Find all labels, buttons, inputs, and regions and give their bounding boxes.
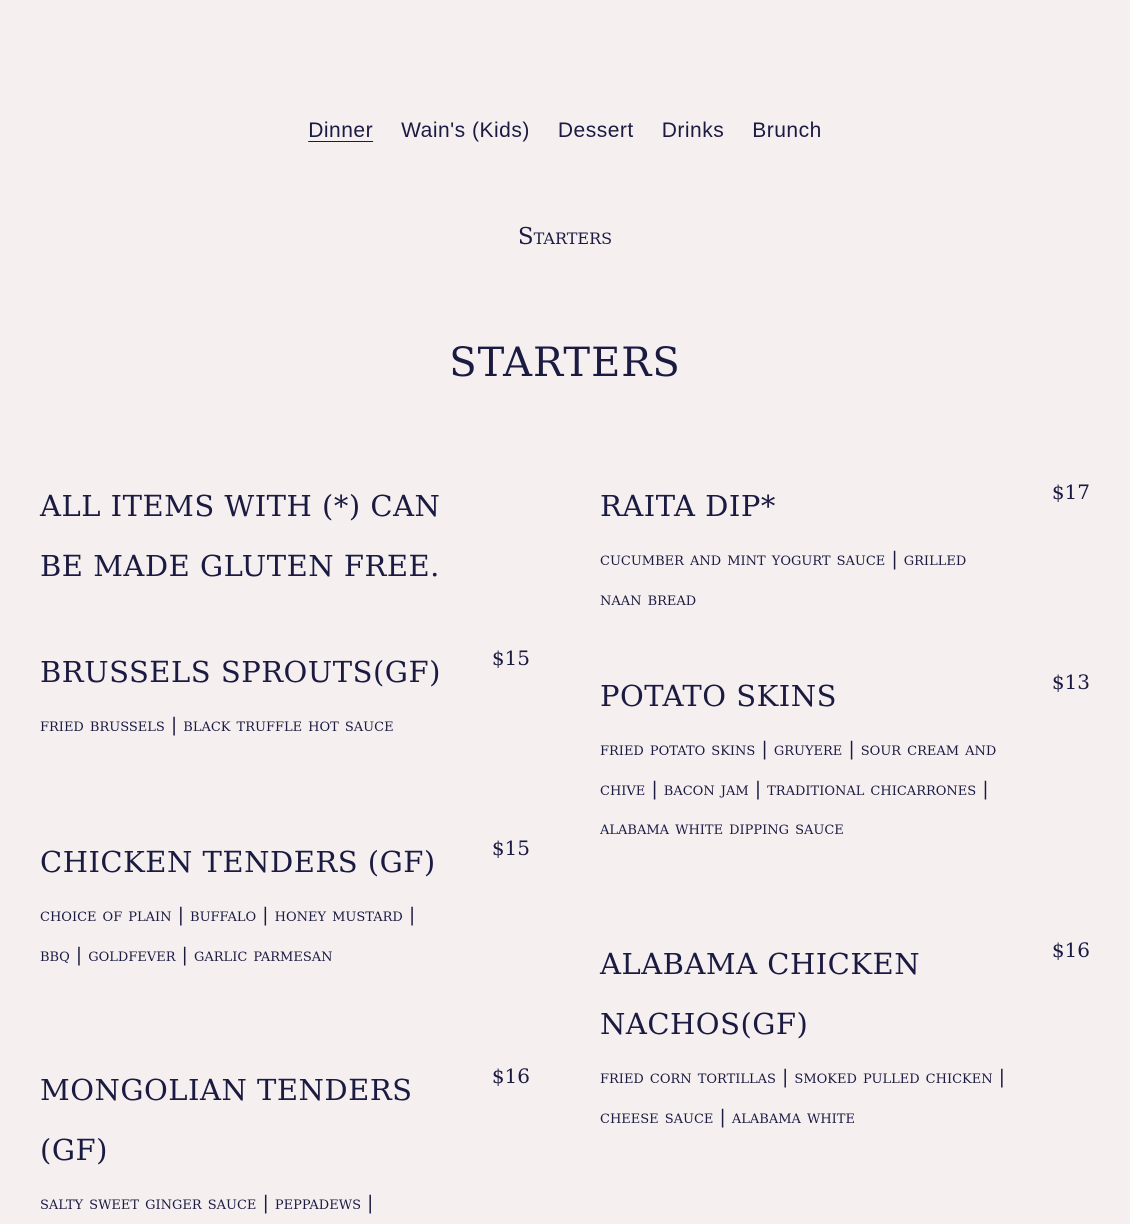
menu-item bbox=[600, 934, 1090, 1137]
menu-tabs bbox=[0, 115, 1130, 147]
item-name: POTATO SKINS bbox=[600, 679, 837, 713]
menu-item bbox=[40, 476, 530, 596]
tab-drinks[interactable]: Drinks bbox=[661, 119, 725, 142]
item-price: $16 bbox=[1051, 938, 1090, 962]
item-price: $15 bbox=[491, 836, 530, 860]
item-description: fried brussels | black truffle hot sauce bbox=[40, 714, 394, 736]
item-name: RAITA DIP* bbox=[600, 489, 776, 523]
section-link-starters[interactable]: Starters bbox=[517, 224, 613, 250]
item-name: CHICKEN TENDERS (GF) bbox=[40, 845, 436, 879]
gluten-free-note: ALL ITEMS WITH (*) CAN BE MADE GLUTEN FREE. bbox=[40, 489, 441, 583]
item-description: fried potato skins | gruyere | sour cream and chive | bacon jam | traditional chicarrones | alabama white dipping sauce bbox=[600, 738, 997, 839]
item-price: $16 bbox=[491, 1064, 530, 1088]
tab-dessert[interactable]: Dessert bbox=[557, 119, 634, 142]
item-description: salty sweet ginger sauce | peppadews | bbox=[40, 1192, 374, 1214]
item-name: BRUSSELS SPROUTS(GF) bbox=[40, 655, 441, 689]
menu-item bbox=[40, 642, 530, 746]
item-price: $15 bbox=[491, 646, 530, 670]
tab-kids[interactable]: Wain's (Kids) bbox=[401, 119, 530, 142]
item-price: $13 bbox=[1051, 670, 1090, 694]
tab-brunch[interactable]: Brunch bbox=[752, 119, 822, 142]
menu-item bbox=[40, 1060, 530, 1224]
section-title: STARTERS bbox=[449, 340, 681, 386]
item-name: ALABAMA CHICKEN NACHOS(GF) bbox=[600, 947, 921, 1041]
item-price: $17 bbox=[1051, 480, 1090, 504]
menu-item bbox=[600, 476, 1090, 619]
item-description: choice of plain | buffalo | honey mustard | bbq | goldfever | garlic parmesan bbox=[40, 904, 416, 966]
item-name: MONGOLIAN TENDERS (GF) bbox=[40, 1073, 413, 1167]
item-description: fried corn tortillas | smoked pulled chicken | cheese sauce | alabama white bbox=[600, 1066, 1006, 1128]
menu-item bbox=[40, 832, 530, 975]
tab-dinner[interactable]: Dinner bbox=[308, 119, 374, 142]
menu-item bbox=[600, 666, 1090, 849]
item-description: cucumber and mint yogurt sauce | grilled naan bread bbox=[600, 548, 967, 610]
